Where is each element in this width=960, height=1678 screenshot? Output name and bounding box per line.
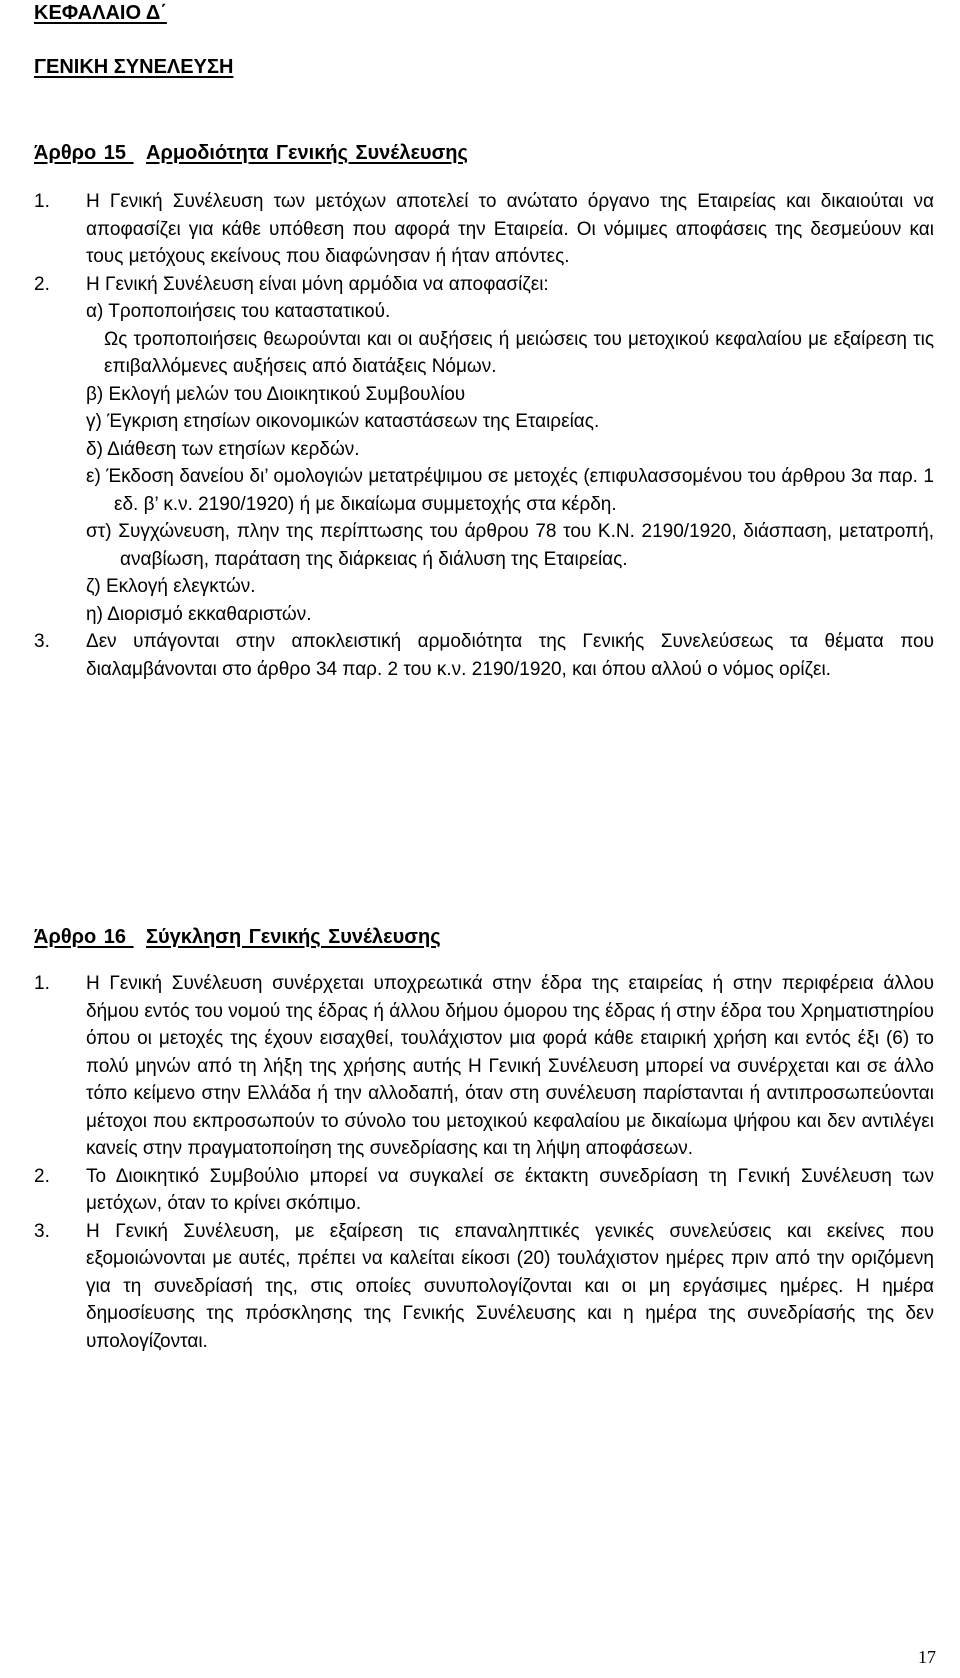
article-15-title: Αρμοδιότητα Γενικής Συνέλευσης [146, 142, 468, 164]
paragraph-text: Το Διοικητικό Συμβούλιο μπορεί να συγκαλεί σε έκτακτη συνεδρίαση τη Γενική Συνέλευση των μετόχων, όταν το κρίνει σκόπιμο. [86, 1165, 934, 1214]
paragraph-text: Η Γενική Συνέλευση, με εξαίρεση τις επαναληπτικές γενικές συνελεύσεις και εκείνες που εξομοιώνονται με αυτές, πρέπει να καλείται είκοσι (20) τουλάχιστον ημέρες πριν από την οριζόμενη για τη συνεδρίασή της, στις οποίες συνυπολογίζονται και οι μη εργάσιμες ημέρες. Η ημέρα δημοσίευσης της πρόσκλησης της Γενικής Συνέλευσης και η ημέρα της συνεδρίασής της δεν υπολογίζονται. [86, 1220, 934, 1352]
article-15-paragraph-2 [34, 271, 934, 299]
paragraph-number: 3. [34, 631, 50, 652]
paragraph-number: 3. [34, 1220, 50, 1242]
paragraph-number: 2. [34, 273, 50, 295]
article-16-paragraph-1 [34, 970, 934, 1163]
article-16-heading [34, 926, 441, 949]
paragraph-text: Η Γενική Συνέλευση είναι μόνη αρμόδια να αποφασίζει: [86, 273, 549, 295]
article-16-paragraph-3 [34, 1218, 934, 1356]
page-number: 17 [918, 1647, 936, 1667]
list-item-st: στ) Συγχώνευση, πλην της περίπτωσης του άρθρου 78 του Κ.Ν. 2190/1920, διάσπαση, μετατροπή, αναβίωση, παράταση της διάρκειας ή διάλυση της Εταιρείας. [86, 521, 934, 570]
paragraph-text: Η Γενική Συνέλευση συνέρχεται υποχρεωτικά στην έδρα της εταιρείας ή στην περιφέρεια άλλου δήμου εντός του νομού της έδρας ή άλλου δήμου όμορου της έδρας ή στην έδρα του Χρηματιστηρίου όπου οι μετοχές της έχουν εισαχθεί, τουλάχιστον μια φορά κάθε εταιρική χρήση και εντός έξι (6) το πολύ μηνών από τη λήξη της χρήσης αυτής Η Γενική Συνέλευση μπορεί να συνέρχεται και σε άλλο τόπο κείμενο στην Ελλάδα ή την αλλοδαπή, όταν στη συνέλευση παρίστανται ή αντιπροσωπεύονται μέτοχοι που εκπροσωπούν το σύνολο του μετοχικού κεφαλαίου με δικαίωμα ψήφου και δεν αντιλέγει κανείς στην πραγματοποίηση της συνεδρίασης και τη λήψη αποφάσεων. [86, 973, 934, 1159]
paragraph-text: Δεν υπάγονται στην αποκλειστική αρμοδιότητα της Γενικής Συνελεύσεως τα θέματα που διαλαμβάνονται στο άρθρο 34 παρ. 2 του κ.ν. 2190/1920, και όπου αλλού ο νόμος ορίζει. [86, 631, 934, 680]
list-item-b: β) Εκλογή μελών του Διοικητικού Συμβουλίου [86, 383, 466, 405]
article-16-body [34, 970, 934, 1355]
paragraph-text: Η Γενική Συνέλευση των μετόχων αποτελεί το ανώτατο όργανο της Εταιρείας και δικαιούται να αποφασίζει για κάθε υπόθεση που αφορά την Εταιρεία. Οι νόμιμες αποφάσεις της δεσμεύουν και τους μετόχους εκείνους που διαφώνησαν ή ήταν απόντες. [86, 191, 934, 267]
article-15-paragraph-1 [34, 188, 934, 271]
article-15-paragraph-3 [34, 628, 934, 683]
list-item-a-note: Ως τροποποιήσεις θεωρούνται και οι αυξήσεις ή μειώσεις του μετοχικού κεφαλαίου με εξαίρεση τις επιβαλλόμενες αυξήσεις από διατάξεις Νόμων. [104, 328, 934, 377]
paragraph-number: 1. [34, 191, 50, 212]
list-item-a: α) Τροποποιήσεις του καταστατικού. [86, 301, 391, 322]
paragraph-number: 1. [34, 973, 50, 994]
article-15-body [34, 188, 934, 683]
paragraph-number: 2. [34, 1165, 50, 1187]
section-heading: ΓΕΝΙΚΗ ΣΥΝΕΛΕΥΣΗ [34, 56, 234, 78]
list-item-e: ε) Έκδοση δανείου δι’ ομολογιών μετατρέψιμου σε μετοχές (επιφυλασσομένου του άρθρου 3α παρ. 1 εδ. β’ κ.ν. 2190/1920) ή με δικαίωμα συμμετοχής στα κέρδη. [86, 466, 934, 515]
article-16-number: Άρθρο 16 [34, 926, 127, 948]
list-item-h: η) Διορισμό εκκαθαριστών. [86, 603, 312, 625]
list-item-d: δ) Διάθεση των ετησίων κερδών. [86, 438, 360, 460]
article-15-heading [34, 142, 468, 165]
chapter-heading: ΚΕΦΑΛΑΙΟ Δ΄ [34, 2, 167, 24]
article-16-paragraph-2 [34, 1163, 934, 1218]
article-15-number: Άρθρο 15 [34, 142, 127, 164]
list-item-c: γ) Έγκριση ετησίων οικονομικών καταστάσεων της Εταιρείας. [86, 411, 600, 432]
article-16-title: Σύγκληση Γενικής Συνέλευσης [146, 926, 441, 948]
list-item-z: ζ) Εκλογή ελεγκτών. [86, 576, 256, 597]
